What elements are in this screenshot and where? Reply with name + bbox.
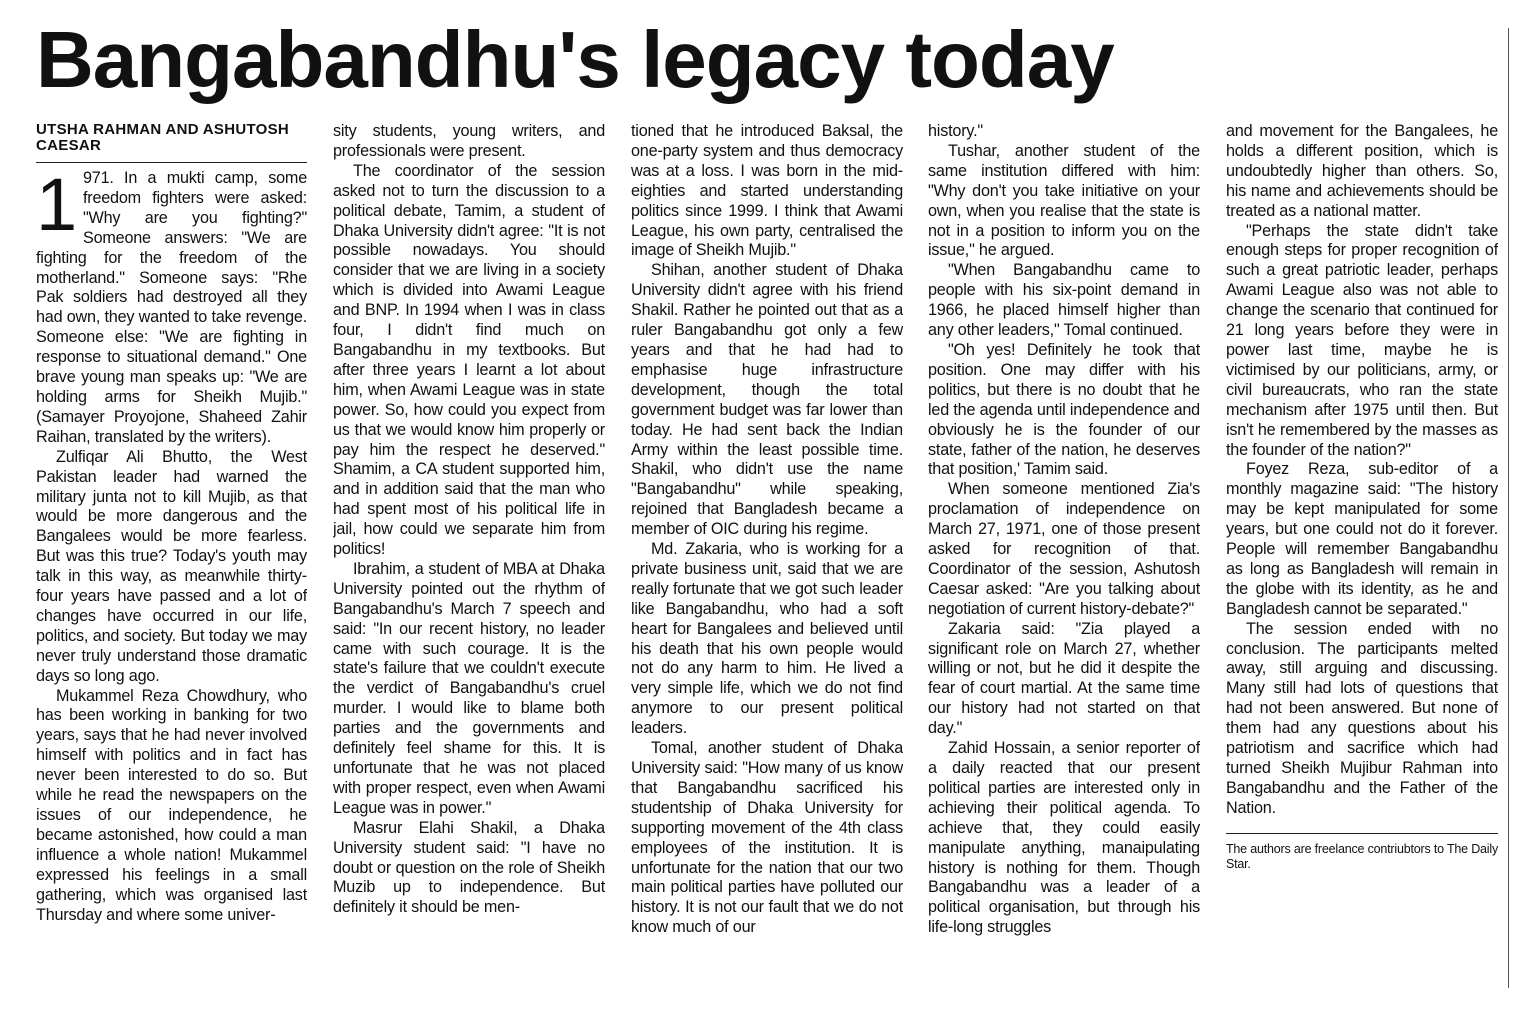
column-rule (1508, 28, 1509, 988)
headline: Bangabandhu's legacy today (36, 15, 1114, 104)
article-column-1 (36, 122, 307, 990)
article-paragraph: Md. Zakaria, who is working for a private business unit, said that we are really fortunate that we got such leader like Bangabandhu, who had a soft heart for Bangalees and believed until his death that his own people would not do any harm to him. He lived a very simple life, which we do not find anymore to our present political leaders. (631, 540, 903, 738)
article-column-2 (333, 122, 605, 990)
article-column-3 (631, 122, 903, 990)
article-paragraph: The session ended with no conclusion. The participants melted away, still arguing and discussing. Many still had lots of questions that had not been answered. But none of them had any questions about his patriotism and sacrifice which had turned Sheikh Mujibur Rahman into Bangabandhu and the Father of the Nation. (1226, 619, 1498, 817)
article-paragraph: Foyez Reza, sub-editor of a monthly magazine said: "The history may be kept manipulated for some years, but one could not do it forever. People will remember Bangabandhu as long as Bangladesh will remain in the globe with its identity, as he and Bangladesh cannot be separated." (1226, 460, 1498, 618)
article-paragraph: Tomal, another student of Dhaka University said: "How many of us know that Bangabandhu sacrificed his studentship of Dhaka University for supporting movement of the 4th class employees of the institution. It is unfortunate for the nation that our two main political parties have polluted our history. It is not our fault that we do not know much of our (631, 739, 903, 937)
byline: UTSHA RAHMAN AND ASHUTOSH CAESAR (36, 122, 307, 163)
article-paragraph: sity students, young writers, and professionals were present. (333, 122, 605, 160)
article-paragraph: When someone mentioned Zia's proclamation of independence on March 27, 1971, one of those present asked for recognition of that. Coordinator of the session, Ashutosh Caesar asked: "Are you talking about negotiation of current history-debate?" (928, 480, 1200, 618)
article-paragraph: history." (928, 122, 983, 140)
article-paragraph: Tushar, another student of the same institution differed with him: "Why don't you take initiative on your own, when you realise that the state is not in a position to inform you on the issue," he argued. (928, 141, 1200, 260)
article-column-4 (928, 122, 1200, 990)
author-note-divider (1226, 833, 1498, 872)
article-paragraph: "Perhaps the state didn't take enough steps for proper recognition of such a great patriotic leader, perhaps Awami League also was not able to change the scenario that continued for 21 long years before they were in power last time, maybe he is victimised by our politicians, army, or civil bureaucrats, who ran the state mechanism after 1975 until then. But isn't he remembered by the masses as the founder of the nation?" (1226, 221, 1498, 459)
article-paragraph: tioned that he introduced Baksal, the one-party system and thus democracy was at a loss. I was born in the mid-eighties and started understanding politics since 1999. I think that Awami League, his own party, centralised the image of Sheikh Mujib." (631, 122, 903, 260)
article-paragraph: and movement for the Bangalees, he holds a different position, which is undoubtedly higher than others. So, his name and achievements should be treated as a national matter. (1226, 122, 1498, 220)
article-paragraph: Masrur Elahi Shakil, a Dhaka University student said: "I have no doubt or question on the role of Sheikh Muzib up to independence. But definitely it should be men- (333, 818, 605, 917)
article-paragraph: Zulfiqar Ali Bhutto, the West Pakistan leader had warned the military junta not to kill Mujib, as that would be more dangerous and the Bangalees would be more fearless. But was this true? Today's youth may talk in this way, as meanwhile thirty-four years have passed and a lot of changes have occurred in our life, politics, and society. But today we may never truly understand those dramatic days so long ago. (36, 447, 307, 685)
article-paragraph: "When Bangabandhu came to people with his six-point demand in 1966, he placed himself higher than any other leaders," Tomal continued. (928, 261, 1200, 340)
author-note: The authors are freelance contriubtors to The Daily Star. (1226, 841, 1498, 871)
article-paragraph: Shihan, another student of Dhaka University didn't agree with his friend Shakil. Rather he pointed out that as a ruler Bangabandhu got only a few years and that he had had to emphasise huge infrastructure development, though the total government budget was far lower than today. He had sent back the Indian Army within the least possible time. Shakil, who didn't use the name "Bangabandhu" while speaking, rejoined that Bangladesh became a member of OIC during his regime. (631, 261, 903, 539)
article-paragraph: Zakaria said: "Zia played a significant role on March 27, whether willing or not, but he did it despite the fear of court martial. At the same time our history had not started on that day." (928, 619, 1200, 738)
article-paragraph: Ibrahim, a student of MBA at Dhaka University pointed out the rhythm of Bangabandhu's March 7 speech and said: "In our recent history, no leader came with such courage. It is the state's failure that we couldn't execute the verdict of Bangabandhu's cruel murder. I would like to blame both parties and the governments and definitely feel shame for this. It is unfortunate that he was not placed with proper respect, even when Awami League was in power." (333, 559, 605, 817)
article-column-5 (1226, 122, 1498, 990)
article-paragraph: Mukammel Reza Chowdhury, who has been working in banking for two years, says that he had never involved himself with politics and in fact has never been interested to do so. But while he read the newspapers on the issues of our independence, he became astonished, how could a man influence a whole nation! Mukammel expressed his feelings in a small gathering, which was organised last Thursday and where some univer- (36, 686, 307, 924)
article-paragraph: 971. In a mukti camp, some freedom fighters were asked: "Why are you fighting?" Someone answers: "We are fighting for the freedom of the motherland." Someone says: "Rhe Pak soldiers had destroyed all they had own, they wanted to take revenge. Someone else: "We are fighting in response to situational demand." One brave young man speaks up: "We are holding arms for Sheikh Mujib." (Samayer Proyojone, Shaheed Zahir Raihan, translated by the writers). (36, 169, 307, 446)
article-paragraph: "Oh yes! Definitely he took that position. One may differ with his politics, but there is no doubt that he led the agenda until independence and obviously he is the founder of our state, father of the nation, he deserves that position,' Tamim said. (928, 340, 1200, 479)
article-paragraph: The coordinator of the session asked not to turn the discussion to a political debate, Tamim, a student of Dhaka University didn't agree: "It is not possible nowadays. You should consider that we are living in a society which is divided into Awami League and BNP. In 1994 when I was in class four, I didn't find much on Bangabandhu in my textbooks. But after three years I learnt a lot about him, when Awami League was in state power. So, how could you expect from us that we would know him properly or pay him the respect he deserved." Shamim, a CA student supported him, and in addition said that the man who had spent most of his political life in jail, how could we separate him from politics! (333, 161, 605, 559)
article-paragraph: Zahid Hossain, a senior reporter of a daily reacted that our present political parties are interested only in achieving their political agenda. To achieve that, they could easily manipulate anything, manaipulating history is nothing for them. Though Bangabandhu was a leader of a political organisation, but through his life-long struggles (928, 739, 1200, 937)
drop-cap: 1 (36, 163, 77, 246)
